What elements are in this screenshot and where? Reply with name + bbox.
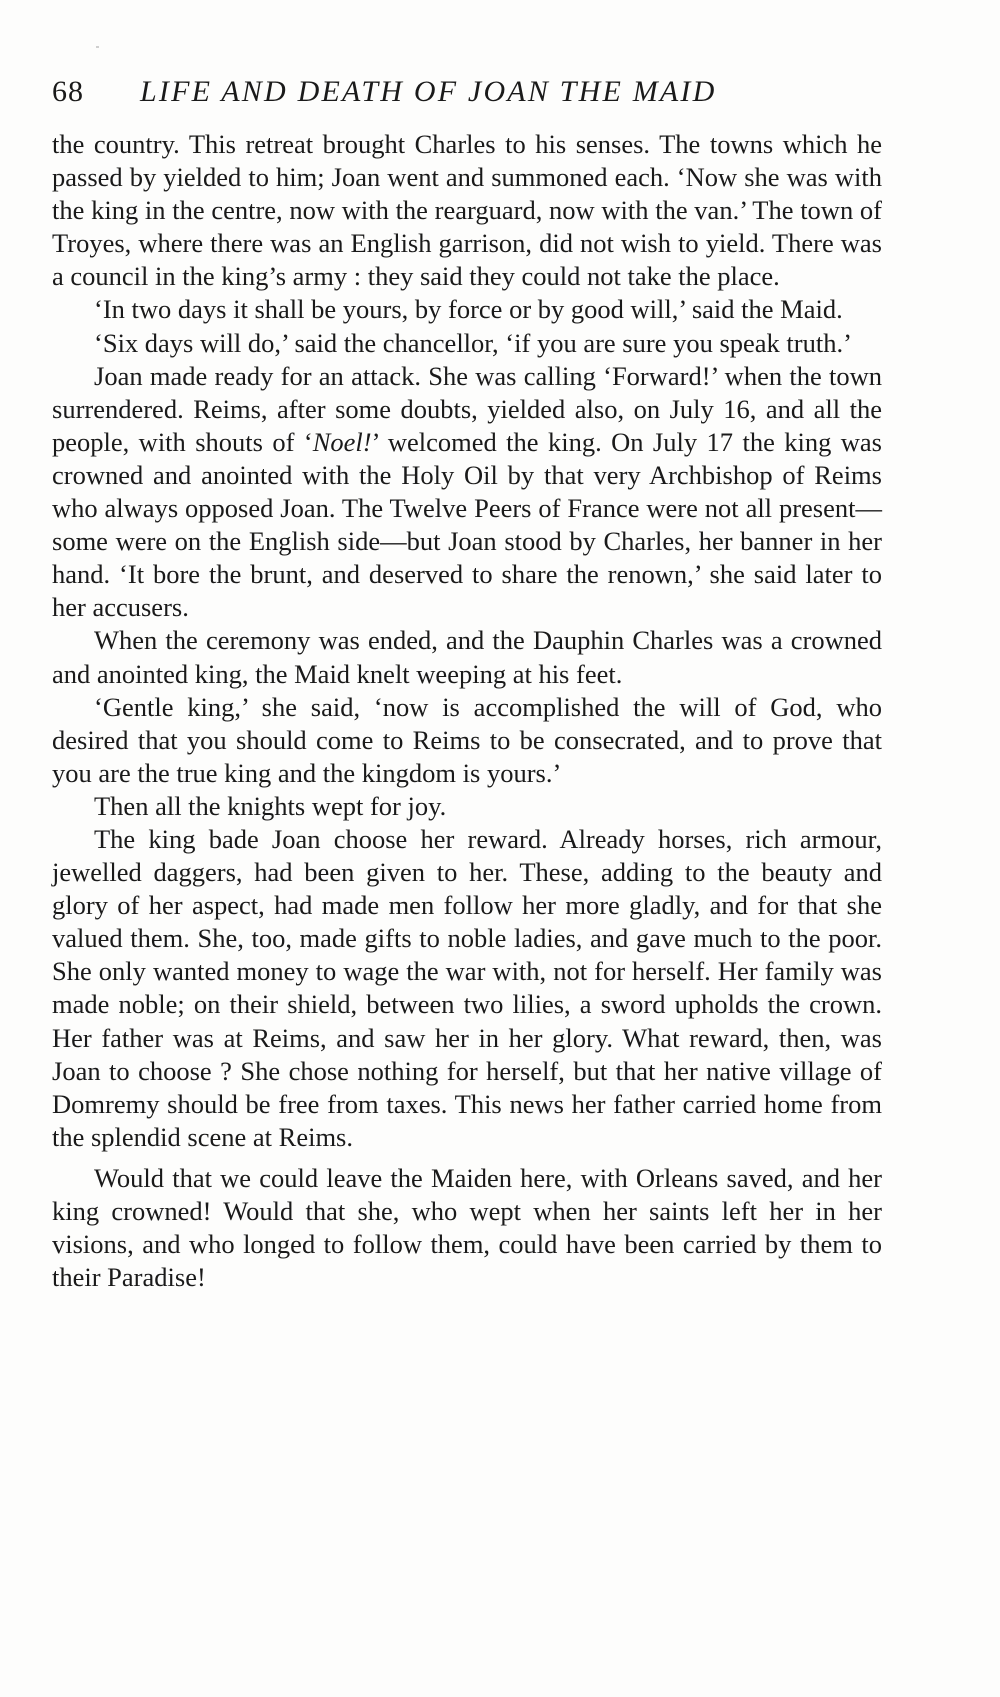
page-header [52,70,902,114]
running-title: LIFE AND DEATH OF JOAN THE MAID [140,75,717,108]
scan-speck [96,46,99,48]
paragraph-7: Then all the knights wept for joy. [94,790,447,821]
noel-emphasis: Noel! [312,426,372,457]
body-text [52,128,882,1294]
paragraph-8: The king bade Joan choose her reward. Already horses, rich armour, jewelled daggers, had been given to her. These, adding to the beauty and glory of her aspect, had made men follow her more gladly, and for that she valued them. She, too, made gifts to noble ladies, and gave much to the poor. She only wanted money to wage the war with, not for herself. Her family was made noble; on their shield, between two lilies, a sword upholds the crown. Her father was at Reims, and saw her in her glory. What reward, then, was Joan to choose ? She chose nothing for herself, but that her native village of Domremy should be free from taxes. This news her father carried home from the splendid scene at Reims. [52,823,882,1152]
paragraph-3: ‘Six days will do,’ said the chancellor, ‘if you are sure you speak truth.’ [94,327,852,358]
paragraph-6: ‘Gentle king,’ she said, ‘now is accomplished the will of God, who desired that you should come to Reims to be consecrated, and to prove that you are the true king and the kingdom is yours.’ [52,691,882,788]
paragraph-2: ‘In two days it shall be yours, by force or by good will,’ said the Maid. [94,294,843,325]
paragraph-1: the country. This retreat brought Charles to his senses. The towns which he passed by yielded to him; Joan went and summoned each. ‘Now she was with the king in the centre, now with the rearguard, now with the van.’ The town of Troyes, where there was an English garrison, did not wish to yield. There was a council in the king’s army : they said they could not take the place. [52,129,882,292]
page-number: 68 [52,75,84,108]
paragraph-9: Would that we could leave the Maiden here, with Orleans saved, and her king crowned! Would that she, who wept when her saints left her in her visions, and who longed to follow them, could have been carried by them to their Paradise! [52,1162,882,1293]
paragraph-4-part-a: Joan made ready for an attack. She was calling ‘Forward!’ when the town surrendered. Reims, after some doubts, yielded also, on July 16, and all the people, with shouts of ‘ [52,360,882,457]
paragraph-4-part-b: ’ welcomed the king. On July 17 the king was crowned and anointed with the Holy Oil by that very Archbishop of Reims who always opposed Joan. The Twelve Peers of France were not all present—some were on the English side—but Joan stood by Charles, her banner in her hand. ‘It bore the brunt, and deserved to share the renown,’ she said later to her accusers. [52,426,882,623]
paragraph-4 [52,360,882,625]
paragraph-5: When the ceremony was ended, and the Dauphin Charles was a crowned and anointed king, the Maid knelt weeping at his feet. [52,625,882,689]
